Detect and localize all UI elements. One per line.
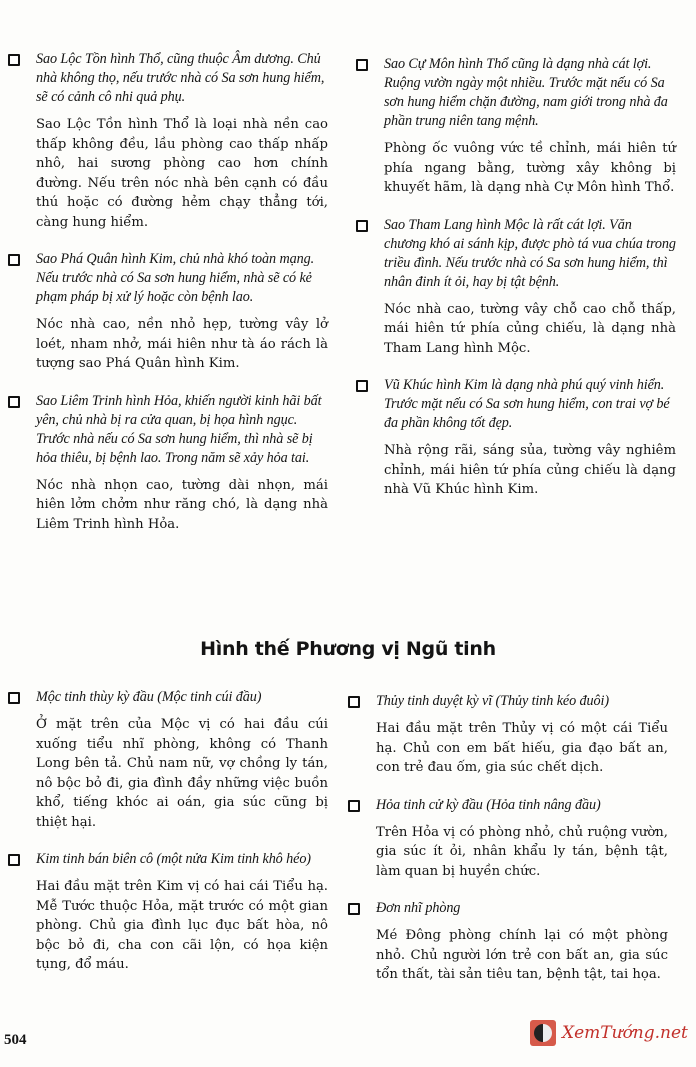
entry-lead: Vũ Khúc hình Kim là dạng nhà phú quý vinh hiển. Trước mặt nếu có Sa sơn hung hiểm, con trai vợ bé đa phần không tốt đẹp. [384,377,670,431]
checkbox-bullet-icon [356,380,368,392]
left-column-bottom [8,688,328,993]
left-column-top [8,50,328,552]
section-title: Hình thế Phương vị Ngũ tinh [200,638,496,660]
entry-body: Ở mặt trên của Mộc vị có hai đầu cúi xuống tiểu nhĩ phòng, không có Thanh Long bên tả. Chủ nam nữ, vợ chồng ly tán, nô bộc bỏ đi, gia đình đầy những việc buồn khổ, tiếng khóc ai oán, gia súc cũng bị thiệt hại. [36,717,328,830]
entry [8,250,328,374]
page-number: 504 [4,1032,27,1048]
entry-body: Hai đầu mặt trên Kim vị có hai cái Tiểu hạ. Mễ Tước thuộc Hỏa, mặt trước có một gian phòng. Chủ gia đình lục đục bất hòa, nô bộc bỏ đi, cha con cãi lộn, có họa kiện tụng, đổ máu. [36,879,328,972]
entry-body: Nóc nhà cao, nền nhỏ hẹp, tường vây lở loét, nham nhở, mái hiên như tà áo rách là tượng sao Phá Quân hình Kim. [36,317,328,371]
entry-lead: Sao Lộc Tồn hình Thổ, cũng thuộc Âm dương. Chủ nhà không thọ, nếu trước nhà có Sa sơn hung hiểm, sẽ có cảnh cô nhi quả phụ. [36,51,325,105]
entry [8,850,328,975]
entry-lead: Sao Phá Quân hình Kim, chủ nhà khó toàn mạng. Nếu trước nhà có Sa sơn hung hiểm, nhà sẽ có kẻ phạm pháp bị xử lý hoặc còn bệnh lao. [36,251,315,305]
watermark-text: XemTướng.net [562,1023,688,1043]
entry-body: Nhà rộng rãi, sáng sủa, tường vây nghiêm chỉnh, mái hiên tứ phía củng chiếu là dạng nhà Vũ Khúc hình Kim. [384,443,676,497]
checkbox-bullet-icon [8,254,20,266]
entry-body: Hai đầu mặt trên Thủy vị có một cái Tiểu hạ. Chủ con em bất hiếu, gia đạo bất an, con trẻ đau ốm, gia súc chết dịch. [376,721,668,775]
entry-body: Phòng ốc vuông vức tề chỉnh, mái hiên tứ phía ngang bằng, tường xây không bị khuyết hãm, là dạng nhà Cự Môn hình Thổ. [384,141,676,195]
checkbox-bullet-icon [348,800,360,812]
checkbox-bullet-icon [8,854,20,866]
entry-lead: Đơn nhĩ phòng [376,900,461,916]
entry [8,392,328,535]
entry-lead: Kim tinh bán biên cô (một nửa Kim tinh khô héo) [36,851,311,867]
entry-body: Nóc nhà cao, tường vây chỗ cao chỗ thấp, mái hiên tứ phía củng chiếu, là dạng nhà Tham Lang hình Mộc. [384,301,676,356]
entry-body: Nóc nhà nhọn cao, tường dài nhọn, mái hiên lởm chởm như răng chó, là dạng nhà Liêm Trinh hình Hỏa. [36,477,328,532]
entry [348,692,668,778]
checkbox-bullet-icon [8,396,20,408]
right-column-bottom [348,692,668,1003]
entry-lead: Sao Liêm Trinh hình Hỏa, khiến người kinh hãi bất yên, chủ nhà bị ra cửa quan, bị họa hình ngục. Trước nhà nếu có Sa sơn hung hiểm, thì nhà sẽ bị hỏa thiêu, bị bệnh lao. Trong năm sẽ xảy hỏa tai. [36,392,322,466]
checkbox-bullet-icon [356,59,368,71]
entry [356,376,676,500]
right-column-top [356,55,676,518]
yin-yang-icon [530,1020,556,1046]
entry-lead: Sao Cự Môn hình Thổ cũng là dạng nhà cát lợi. Ruộng vườn ngày một nhiều. Trước mặt nếu có Sa sơn hung hiểm chặn đường, nam giới trong nhà đa phần trung niên tang mệnh. [384,56,668,129]
checkbox-bullet-icon [356,220,368,232]
checkbox-bullet-icon [8,54,20,66]
entry-lead: Thủy tinh duyệt kỳ vĩ (Thủy tinh kéo đuôi) [376,693,609,709]
entry-lead: Hỏa tinh cử kỳ đầu (Hỏa tinh nâng đầu) [376,796,601,813]
entry-body: Mé Đông phòng chính lại có một phòng nhỏ. Chủ người lớn trẻ con bất an, gia súc tổn thất, tài sản tiêu tan, bệnh tật, tai họa. [376,928,668,982]
checkbox-bullet-icon [348,903,360,915]
entry-body: Sao Lộc Tồn hình Thổ là loại nhà nền cao thấp không đều, lầu phòng cao thấp nhấp nhô, hai sương phòng cao hơn chính đường. Nếu trên nóc nhà bên cạnh có đầu thú hoặc có đường hẻm chạy thẳng tới, càng hung hiểm. [36,117,328,230]
checkbox-bullet-icon [348,696,360,708]
entry-lead: Sao Tham Lang hình Mộc là rất cát lợi. Văn chương khó ai sánh kịp, được phò tá vua chúa trong triều đình. Nếu trước nhà có Sa sơn hung hiểm, thì nhân đinh ít ỏi, hay bị tật bệnh. [384,216,676,290]
entry [348,899,668,985]
checkbox-bullet-icon [8,692,20,704]
entry [8,688,328,832]
entry [356,55,676,198]
entry-lead: Mộc tinh thùy kỳ đầu (Mộc tinh cúi đầu) [36,689,262,705]
entry [356,216,676,359]
watermark [530,1020,688,1046]
entry-body: Trên Hỏa vị có phòng nhỏ, chủ ruộng vườn, gia súc ít ỏi, nhân khẩu ly tán, bệnh tật, làm quan bị huyền chức. [376,824,668,879]
entry [8,50,328,232]
entry [348,796,668,882]
